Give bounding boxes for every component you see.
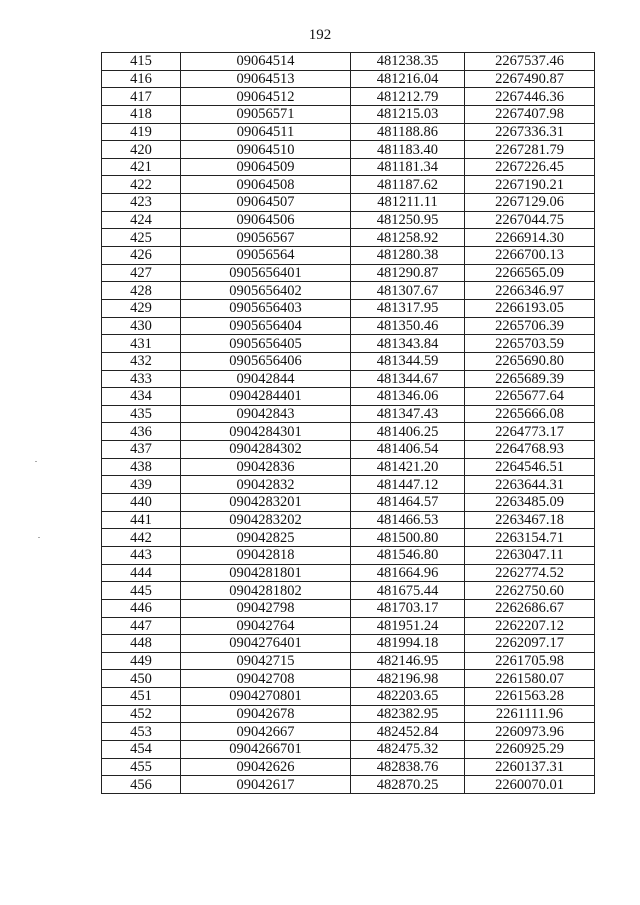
scan-speck	[35, 461, 37, 462]
table-row	[102, 176, 595, 194]
x-coordinate-cell: 482452.84	[351, 723, 465, 741]
point-code-cell: 0904266701	[181, 740, 351, 758]
table-row	[102, 247, 595, 265]
table-row	[102, 405, 595, 423]
y-coordinate-cell: 2265666.08	[465, 405, 595, 423]
x-coordinate-cell: 481258.92	[351, 229, 465, 247]
point-code-cell: 09042818	[181, 546, 351, 564]
page-number: 192	[308, 27, 332, 43]
y-coordinate-cell: 2264768.93	[465, 441, 595, 459]
point-code-cell: 09064509	[181, 158, 351, 176]
x-coordinate-cell: 481317.95	[351, 299, 465, 317]
y-coordinate-cell: 2262097.17	[465, 635, 595, 653]
point-number-cell: 418	[102, 105, 181, 123]
y-coordinate-cell: 2262774.52	[465, 564, 595, 582]
point-number-cell: 433	[102, 370, 181, 388]
table-row	[102, 264, 595, 282]
table-row	[102, 546, 595, 564]
point-code-cell: 0904284301	[181, 423, 351, 441]
point-number-cell: 439	[102, 476, 181, 494]
table-row	[102, 670, 595, 688]
y-coordinate-cell: 2266565.09	[465, 264, 595, 282]
x-coordinate-cell: 481421.20	[351, 458, 465, 476]
y-coordinate-cell: 2267407.98	[465, 105, 595, 123]
point-number-cell: 431	[102, 335, 181, 353]
table-row	[102, 141, 595, 159]
point-code-cell: 09042626	[181, 758, 351, 776]
point-number-cell: 432	[102, 352, 181, 370]
point-code-cell: 0905656405	[181, 335, 351, 353]
point-number-cell: 450	[102, 670, 181, 688]
point-number-cell: 456	[102, 776, 181, 794]
point-code-cell: 09042844	[181, 370, 351, 388]
point-code-cell: 09042836	[181, 458, 351, 476]
point-number-cell: 448	[102, 635, 181, 653]
point-number-cell: 422	[102, 176, 181, 194]
table-row	[102, 705, 595, 723]
table-row	[102, 599, 595, 617]
x-coordinate-cell: 482196.98	[351, 670, 465, 688]
table-row	[102, 282, 595, 300]
x-coordinate-cell: 481346.06	[351, 388, 465, 406]
point-code-cell: 0904284302	[181, 441, 351, 459]
point-code-cell: 09056567	[181, 229, 351, 247]
table-row	[102, 511, 595, 529]
point-number-cell: 438	[102, 458, 181, 476]
y-coordinate-cell: 2264773.17	[465, 423, 595, 441]
point-code-cell: 09042832	[181, 476, 351, 494]
point-code-cell: 09064510	[181, 141, 351, 159]
table-row	[102, 617, 595, 635]
point-code-cell: 09064514	[181, 53, 351, 71]
x-coordinate-cell: 481703.17	[351, 599, 465, 617]
point-code-cell: 09042843	[181, 405, 351, 423]
y-coordinate-cell: 2265677.64	[465, 388, 595, 406]
table-row	[102, 158, 595, 176]
point-number-cell: 426	[102, 247, 181, 265]
coordinates-table	[101, 52, 595, 794]
point-code-cell: 09064506	[181, 211, 351, 229]
table-row	[102, 317, 595, 335]
point-code-cell: 0904281801	[181, 564, 351, 582]
point-number-cell: 446	[102, 599, 181, 617]
y-coordinate-cell: 2267336.31	[465, 123, 595, 141]
x-coordinate-cell: 482838.76	[351, 758, 465, 776]
point-number-cell: 440	[102, 494, 181, 512]
y-coordinate-cell: 2267129.06	[465, 194, 595, 212]
point-number-cell: 428	[102, 282, 181, 300]
scan-speck	[38, 537, 40, 538]
point-number-cell: 451	[102, 688, 181, 706]
table-row	[102, 564, 595, 582]
x-coordinate-cell: 481238.35	[351, 53, 465, 71]
point-code-cell: 0905656404	[181, 317, 351, 335]
point-number-cell: 421	[102, 158, 181, 176]
point-number-cell: 445	[102, 582, 181, 600]
point-number-cell: 416	[102, 70, 181, 88]
point-number-cell: 453	[102, 723, 181, 741]
x-coordinate-cell: 481347.43	[351, 405, 465, 423]
y-coordinate-cell: 2267044.75	[465, 211, 595, 229]
table-row	[102, 194, 595, 212]
point-number-cell: 419	[102, 123, 181, 141]
table-row	[102, 370, 595, 388]
y-coordinate-cell: 2266346.97	[465, 282, 595, 300]
table-row	[102, 388, 595, 406]
y-coordinate-cell: 2266700.13	[465, 247, 595, 265]
y-coordinate-cell: 2262686.67	[465, 599, 595, 617]
y-coordinate-cell: 2261580.07	[465, 670, 595, 688]
table-row	[102, 582, 595, 600]
point-number-cell: 427	[102, 264, 181, 282]
point-number-cell: 443	[102, 546, 181, 564]
point-number-cell: 442	[102, 529, 181, 547]
y-coordinate-cell: 2267537.46	[465, 53, 595, 71]
point-code-cell: 09064507	[181, 194, 351, 212]
y-coordinate-cell: 2261111.96	[465, 705, 595, 723]
table-row	[102, 635, 595, 653]
table-row	[102, 88, 595, 106]
y-coordinate-cell: 2263467.18	[465, 511, 595, 529]
x-coordinate-cell: 482203.65	[351, 688, 465, 706]
point-code-cell: 09042798	[181, 599, 351, 617]
point-number-cell: 447	[102, 617, 181, 635]
y-coordinate-cell: 2265703.59	[465, 335, 595, 353]
point-code-cell: 09042764	[181, 617, 351, 635]
table-row	[102, 758, 595, 776]
y-coordinate-cell: 2260070.01	[465, 776, 595, 794]
x-coordinate-cell: 482382.95	[351, 705, 465, 723]
x-coordinate-cell: 481344.59	[351, 352, 465, 370]
x-coordinate-cell: 481212.79	[351, 88, 465, 106]
table-row	[102, 776, 595, 794]
x-coordinate-cell: 481406.25	[351, 423, 465, 441]
y-coordinate-cell: 2263154.71	[465, 529, 595, 547]
point-code-cell: 09064511	[181, 123, 351, 141]
y-coordinate-cell: 2262207.12	[465, 617, 595, 635]
x-coordinate-cell: 481216.04	[351, 70, 465, 88]
table-row	[102, 352, 595, 370]
table-row	[102, 458, 595, 476]
point-number-cell: 454	[102, 740, 181, 758]
y-coordinate-cell: 2265706.39	[465, 317, 595, 335]
x-coordinate-cell: 482870.25	[351, 776, 465, 794]
table-row	[102, 53, 595, 71]
x-coordinate-cell: 481250.95	[351, 211, 465, 229]
point-code-cell: 0905656401	[181, 264, 351, 282]
x-coordinate-cell: 482146.95	[351, 652, 465, 670]
point-number-cell: 449	[102, 652, 181, 670]
point-code-cell: 09042715	[181, 652, 351, 670]
table-row	[102, 423, 595, 441]
table-row	[102, 211, 595, 229]
point-number-cell: 429	[102, 299, 181, 317]
point-code-cell: 0905656403	[181, 299, 351, 317]
y-coordinate-cell: 2266193.05	[465, 299, 595, 317]
table-row	[102, 688, 595, 706]
y-coordinate-cell: 2265689.39	[465, 370, 595, 388]
y-coordinate-cell: 2261705.98	[465, 652, 595, 670]
table-row	[102, 299, 595, 317]
x-coordinate-cell: 481675.44	[351, 582, 465, 600]
x-coordinate-cell: 481464.57	[351, 494, 465, 512]
y-coordinate-cell: 2267226.45	[465, 158, 595, 176]
x-coordinate-cell: 481343.84	[351, 335, 465, 353]
y-coordinate-cell: 2267190.21	[465, 176, 595, 194]
y-coordinate-cell: 2267490.87	[465, 70, 595, 88]
x-coordinate-cell: 481215.03	[351, 105, 465, 123]
point-number-cell: 417	[102, 88, 181, 106]
coordinates-table-body	[102, 53, 595, 794]
x-coordinate-cell: 481466.53	[351, 511, 465, 529]
point-code-cell: 0904276401	[181, 635, 351, 653]
x-coordinate-cell: 481183.40	[351, 141, 465, 159]
point-code-cell: 09042678	[181, 705, 351, 723]
x-coordinate-cell: 481350.46	[351, 317, 465, 335]
table-row	[102, 70, 595, 88]
x-coordinate-cell: 481290.87	[351, 264, 465, 282]
point-code-cell: 0904270801	[181, 688, 351, 706]
point-code-cell: 0904283202	[181, 511, 351, 529]
point-number-cell: 425	[102, 229, 181, 247]
x-coordinate-cell: 481188.86	[351, 123, 465, 141]
table-row	[102, 652, 595, 670]
table-row	[102, 123, 595, 141]
point-code-cell: 09042617	[181, 776, 351, 794]
point-code-cell: 09064508	[181, 176, 351, 194]
y-coordinate-cell: 2262750.60	[465, 582, 595, 600]
point-number-cell: 415	[102, 53, 181, 71]
point-code-cell: 0905656406	[181, 352, 351, 370]
y-coordinate-cell: 2266914.30	[465, 229, 595, 247]
y-coordinate-cell: 2260137.31	[465, 758, 595, 776]
x-coordinate-cell: 481211.11	[351, 194, 465, 212]
y-coordinate-cell: 2263047.11	[465, 546, 595, 564]
x-coordinate-cell: 481344.67	[351, 370, 465, 388]
point-number-cell: 435	[102, 405, 181, 423]
table-row	[102, 740, 595, 758]
point-code-cell: 09064513	[181, 70, 351, 88]
table-row	[102, 529, 595, 547]
point-code-cell: 0905656402	[181, 282, 351, 300]
point-number-cell: 437	[102, 441, 181, 459]
point-code-cell: 0904284401	[181, 388, 351, 406]
x-coordinate-cell: 481447.12	[351, 476, 465, 494]
y-coordinate-cell: 2264546.51	[465, 458, 595, 476]
point-code-cell: 09056571	[181, 105, 351, 123]
point-number-cell: 434	[102, 388, 181, 406]
y-coordinate-cell: 2263485.09	[465, 494, 595, 512]
table-row	[102, 105, 595, 123]
table-row	[102, 476, 595, 494]
table-row	[102, 723, 595, 741]
y-coordinate-cell: 2260925.29	[465, 740, 595, 758]
point-code-cell: 09042667	[181, 723, 351, 741]
point-number-cell: 423	[102, 194, 181, 212]
point-code-cell: 09064512	[181, 88, 351, 106]
table-row	[102, 229, 595, 247]
x-coordinate-cell: 481500.80	[351, 529, 465, 547]
point-number-cell: 444	[102, 564, 181, 582]
table-row	[102, 441, 595, 459]
x-coordinate-cell: 481951.24	[351, 617, 465, 635]
x-coordinate-cell: 481406.54	[351, 441, 465, 459]
x-coordinate-cell: 481181.34	[351, 158, 465, 176]
point-number-cell: 455	[102, 758, 181, 776]
table-row	[102, 335, 595, 353]
x-coordinate-cell: 482475.32	[351, 740, 465, 758]
table-row	[102, 494, 595, 512]
point-number-cell: 420	[102, 141, 181, 159]
y-coordinate-cell: 2267281.79	[465, 141, 595, 159]
y-coordinate-cell: 2260973.96	[465, 723, 595, 741]
point-number-cell: 441	[102, 511, 181, 529]
point-code-cell: 09042825	[181, 529, 351, 547]
x-coordinate-cell: 481187.62	[351, 176, 465, 194]
y-coordinate-cell: 2263644.31	[465, 476, 595, 494]
x-coordinate-cell: 481664.96	[351, 564, 465, 582]
x-coordinate-cell: 481280.38	[351, 247, 465, 265]
y-coordinate-cell: 2261563.28	[465, 688, 595, 706]
point-number-cell: 452	[102, 705, 181, 723]
point-number-cell: 436	[102, 423, 181, 441]
point-number-cell: 424	[102, 211, 181, 229]
point-code-cell: 09042708	[181, 670, 351, 688]
x-coordinate-cell: 481546.80	[351, 546, 465, 564]
y-coordinate-cell: 2267446.36	[465, 88, 595, 106]
x-coordinate-cell: 481307.67	[351, 282, 465, 300]
point-number-cell: 430	[102, 317, 181, 335]
point-code-cell: 0904281802	[181, 582, 351, 600]
point-code-cell: 09056564	[181, 247, 351, 265]
x-coordinate-cell: 481994.18	[351, 635, 465, 653]
y-coordinate-cell: 2265690.80	[465, 352, 595, 370]
point-code-cell: 0904283201	[181, 494, 351, 512]
